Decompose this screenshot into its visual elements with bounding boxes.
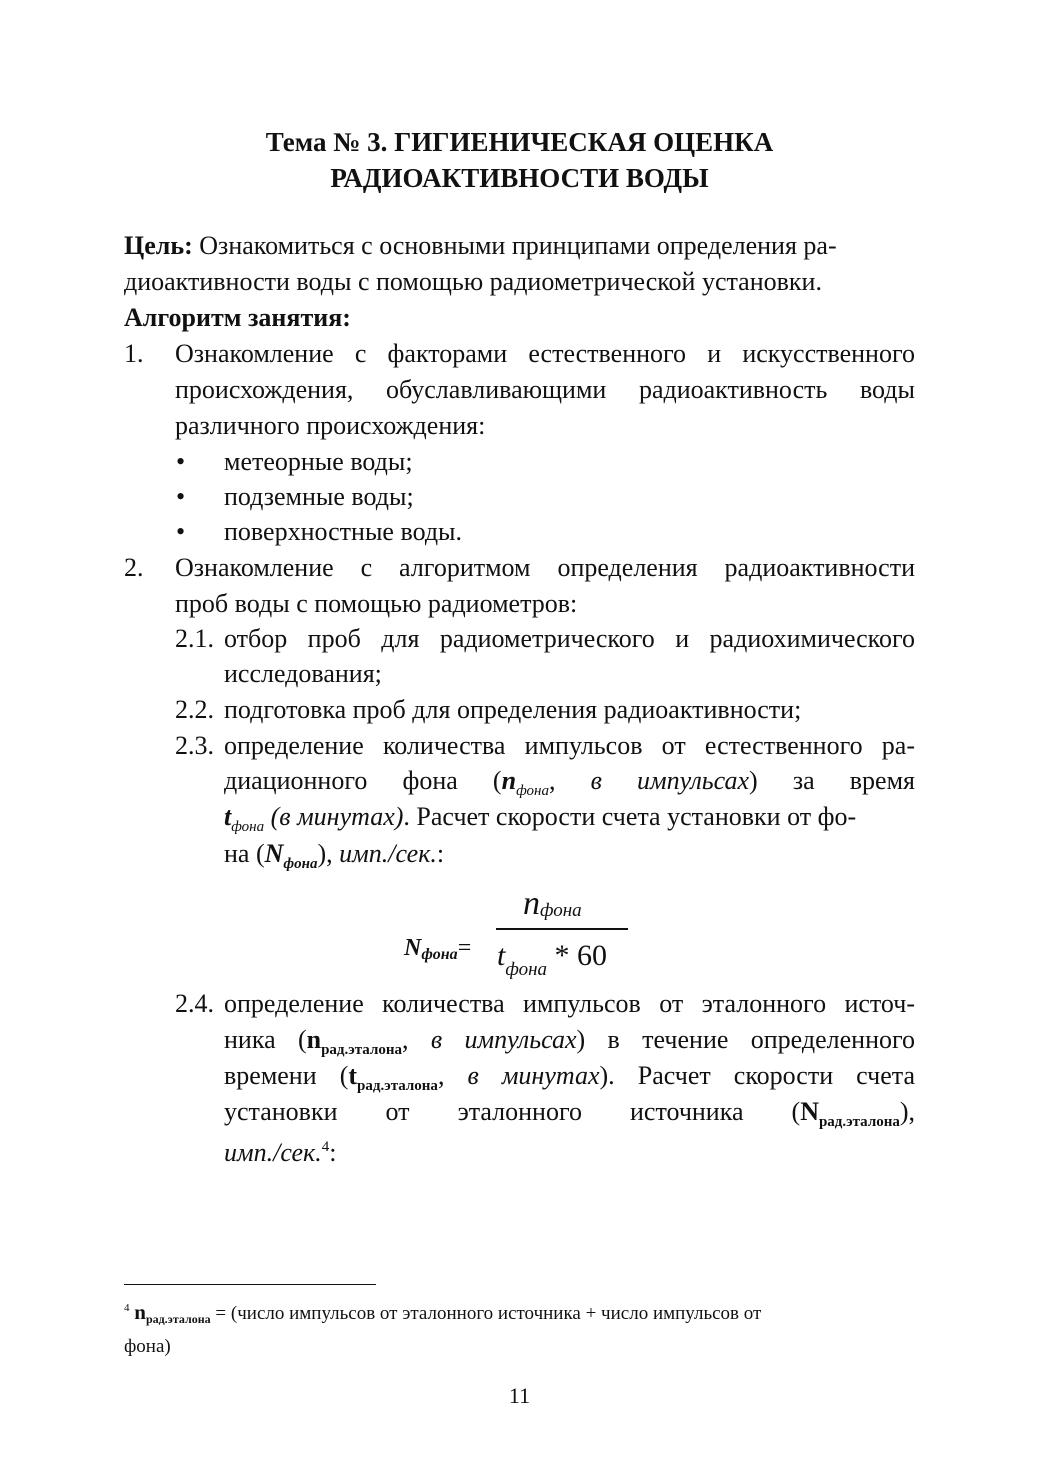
text-fragment: установки <box>224 1097 338 1126</box>
italic-fragment: в импульсах <box>430 1025 577 1054</box>
subitem-2-2-line-1: подготовка проб для определения радиоактивности; <box>224 695 802 724</box>
footnote-mark: 4 <box>124 1302 130 1314</box>
footnote-reference: 4 <box>321 1139 330 1155</box>
subitem-2-4-line-5 <box>224 1130 336 1170</box>
subitem-2-4-line-1: определение количества импульсов от эталонного источ- <box>224 989 915 1018</box>
variable-n: n <box>501 766 517 795</box>
footnote-line-2: фона) <box>124 1336 171 1357</box>
subitem-2-2-number: 2.2. <box>175 695 214 724</box>
subscript: фона <box>516 783 549 799</box>
italic-fragment: (в минутах) <box>270 802 404 831</box>
subitem-2-4-line-4: установки от эталонного источника $(N_{рад.эталона})$, <box>224 1097 916 1130</box>
formula-variable: n <box>523 885 540 922</box>
text-fragment: : <box>436 839 445 868</box>
text-fragment: ), <box>317 839 333 868</box>
goal-line-2: диоактивности воды с помощью радиометрической установки. <box>124 267 822 296</box>
text-fragment: . Расчет скорости счета установки от фо- <box>403 802 857 831</box>
formula-variable: t <box>497 939 506 972</box>
subitem-2-1-line-1: отбор проб для радиометрического и радиохимического <box>224 624 915 653</box>
italic-fragment: в импульсах <box>590 766 750 795</box>
subitem-2-1-number: 2.1. <box>175 624 214 653</box>
item-1-line-2: происхождения, обуславливающими радиоактивность воды <box>175 375 915 404</box>
variable-N: N <box>800 1097 819 1126</box>
formula-equals: = <box>457 935 472 961</box>
text-fragment: на ( <box>224 839 265 868</box>
bullet-item-1: метеорные воды; <box>224 447 413 476</box>
formula-denominator <box>497 936 607 990</box>
item-1-line-3: различного происхождения: <box>175 411 486 440</box>
text-fragment: ) за время <box>749 766 916 795</box>
variable-n: n <box>134 1300 146 1324</box>
formula-lhs <box>404 933 471 970</box>
bullet-marker: • <box>176 447 186 476</box>
text-fragment: источника <box>630 1097 744 1126</box>
page-title-line-1: Тема № 3. ГИГИЕНИЧЕСКАЯ ОЦЕНКА <box>265 127 774 157</box>
text-fragment: ). Расчет скорости счета <box>599 1061 916 1090</box>
subscript: рад.эталона <box>321 1042 402 1058</box>
item-2-number: 2. <box>124 553 144 582</box>
text-fragment: от <box>385 1097 410 1126</box>
text-fragment: ) в течение определенного <box>576 1025 915 1054</box>
goal-line-1 <box>124 229 837 263</box>
item-2-line-2: проб воды с помощью радиометров: <box>175 589 578 618</box>
subscript: рад.эталона <box>818 1114 900 1130</box>
text-fragment: : <box>329 1138 337 1167</box>
text-fragment: времени ( <box>224 1061 349 1090</box>
footnote <box>124 1295 904 1360</box>
formula-variable: N <box>404 935 422 961</box>
variable-n: n <box>306 1025 322 1054</box>
variable-N: N <box>264 839 284 868</box>
italic-fragment: имп./сек. <box>224 1138 322 1167</box>
formula-subscript: фона <box>505 959 548 980</box>
text-fragment: , <box>402 1025 409 1054</box>
page-title-line-2: РАДИОАКТИВНОСТИ ВОДЫ <box>330 163 709 193</box>
subscript: рад.эталона <box>145 1312 211 1326</box>
item-1-number: 1. <box>124 339 144 368</box>
italic-fragment: имп./сек. <box>339 839 437 868</box>
italic-fragment: в минутах <box>467 1061 600 1090</box>
page-number: 11 <box>508 1383 531 1408</box>
fraction-bar <box>496 928 628 930</box>
formula-subscript: фона <box>421 946 458 963</box>
item-2-line-1: Ознакомление с алгоритмом определения радиоактивности <box>175 553 915 582</box>
bullet-item-2: подземные воды; <box>224 482 414 511</box>
text-fragment: ника ( <box>224 1025 307 1054</box>
goal-text-1: Ознакомиться с основными принципами определения ра- <box>199 231 837 260</box>
subitem-2-3-number: 2.3. <box>175 731 214 760</box>
text-fragment: , <box>548 766 556 795</box>
footnote-text: = (число импульсов от эталонного источника + число импульсов от <box>210 1303 762 1324</box>
text-fragment: диационного фона ( <box>224 766 502 795</box>
bullet-item-3: поверхностные воды. <box>224 517 463 546</box>
subitem-2-1-line-2: исследования; <box>224 659 382 688</box>
variable-t: t <box>348 1061 358 1090</box>
bullet-marker: • <box>176 517 186 546</box>
footnote-line-1 <box>124 1295 904 1333</box>
text-fragment: эталонного <box>457 1097 582 1126</box>
bullet-marker: • <box>176 482 186 511</box>
formula-multiplier: * 60 <box>554 939 608 972</box>
text-fragment: , <box>437 1061 445 1090</box>
variable-t: t <box>224 802 232 831</box>
formula-subscript: фона <box>540 900 582 921</box>
formula-numerator <box>523 884 582 931</box>
subscript: фона <box>283 856 318 872</box>
subscript: рад.эталона <box>357 1078 438 1094</box>
goal-label: Цель: <box>124 231 193 260</box>
subscript: фона <box>231 819 265 835</box>
subitem-2-3-line-1: определение количества импульсов от естественного ра- <box>224 731 915 760</box>
algorithm-heading: Алгоритм занятия: <box>124 303 351 332</box>
footnote-separator <box>124 1284 376 1285</box>
subitem-2-4-number: 2.4. <box>175 989 214 1018</box>
subitem-2-3-line-4 <box>224 837 444 881</box>
item-1-line-1: Ознакомление с факторами естественного и искусственного <box>175 339 915 368</box>
